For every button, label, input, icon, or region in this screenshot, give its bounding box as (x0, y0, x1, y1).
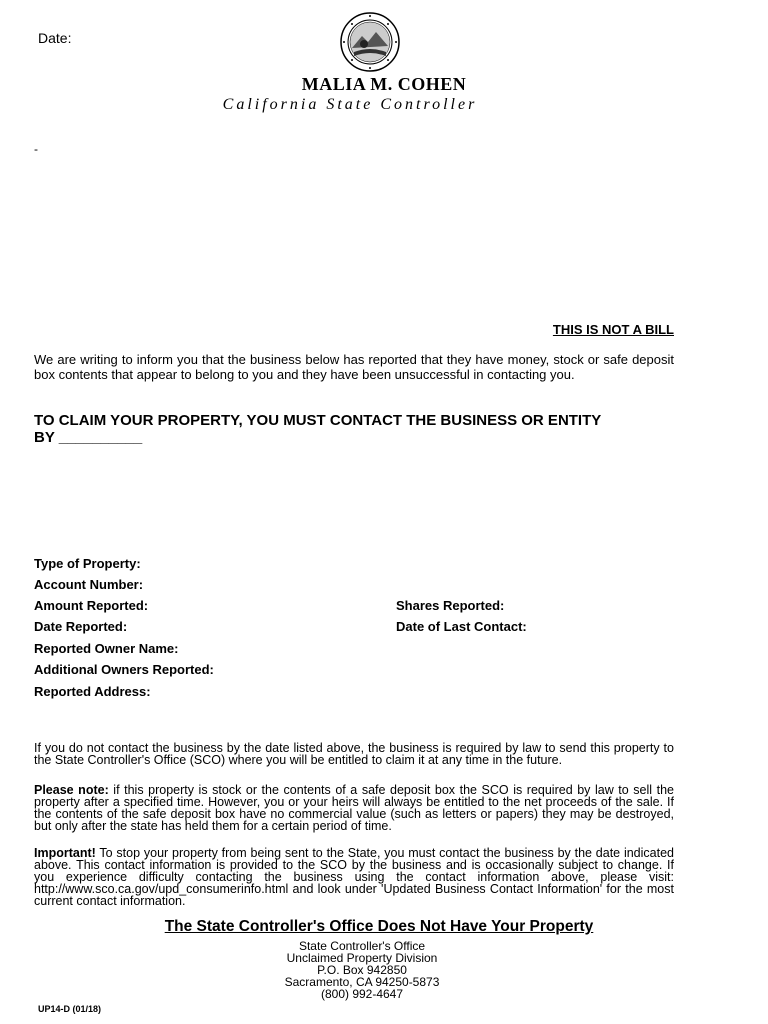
field-additional-owners: Additional Owners Reported: (34, 662, 214, 677)
dash-mark: - (34, 142, 38, 156)
please-note-label: Please note: (34, 783, 109, 797)
field-date-of-last-contact: Date of Last Contact: (396, 619, 527, 634)
field-amount-reported: Amount Reported: (34, 598, 149, 613)
important-text: To stop your property from being sent to the State, you must contact the business by the date indicated above. This contact information is provided to the SCO by the business and is occasionally subject to change. If you experience difficulty contacting the business using the contact information above, please visit: http://www.sco.ca.gov/upd_consumerinfo.html and look under 'Updated Business Contact Information' for the most current contact information. (34, 846, 674, 908)
address-line: P.O. Box 942850 (317, 963, 407, 977)
not-a-bill-heading: THIS IS NOT A BILL (552, 322, 674, 337)
controller-office: California State Controller (222, 96, 478, 113)
field-account-number: Account Number: (34, 577, 144, 592)
paragraph-important (34, 847, 674, 907)
closing-statement: The State Controller's Office Does Not Have Your Property (164, 918, 594, 935)
paragraph-legal-notice: If you do not contact the business by the date listed above, the business is required by law to send this property to the State Controller's Office (SCO) where you will be entitled to claim it at any time in the future. (34, 741, 674, 767)
date-label: Date: (38, 30, 72, 46)
controller-name: MALIA M. COHEN (301, 74, 467, 94)
intro-paragraph: We are writing to inform you that the business below has reported that they have money, stock or safe deposit box contents that appear to belong to you and they have been unsuccessful in contacting you. (34, 352, 674, 382)
office-address (0, 940, 724, 1000)
paragraph-please-note (34, 784, 674, 832)
address-line: State Controller's Office (298, 939, 426, 953)
claim-line-2: BY __________ (34, 429, 143, 446)
address-line: Sacramento, CA 94250-5873 (284, 975, 440, 989)
important-label: Important! (34, 846, 96, 860)
address-line: (800) 992-4647 (320, 987, 404, 1001)
field-date-reported: Date Reported: (34, 619, 128, 634)
form-code: UP14-D (01/18) (38, 1004, 102, 1014)
state-seal-icon (340, 12, 400, 72)
field-type-of-property: Type of Property: (34, 556, 141, 571)
field-reported-address: Reported Address: (34, 684, 151, 699)
claim-heading (34, 412, 674, 446)
address-line: Unclaimed Property Division (286, 951, 438, 965)
field-shares-reported: Shares Reported: (396, 598, 505, 613)
claim-line-1: TO CLAIM YOUR PROPERTY, YOU MUST CONTACT THE BUSINESS OR ENTITY (34, 412, 602, 429)
field-reported-owner-name: Reported Owner Name: (34, 641, 179, 656)
please-note-text: if this property is stock or the contents of a safe deposit box the SCO is required by law to sell the property after a specified time. However, you or your heirs will always be entitled to the net proceeds of the sale. If the contents of the safe deposit box have no commercial value (such as letters or papers) they may be destroyed, but only after the state has held them for a certain period of time. (34, 783, 674, 833)
